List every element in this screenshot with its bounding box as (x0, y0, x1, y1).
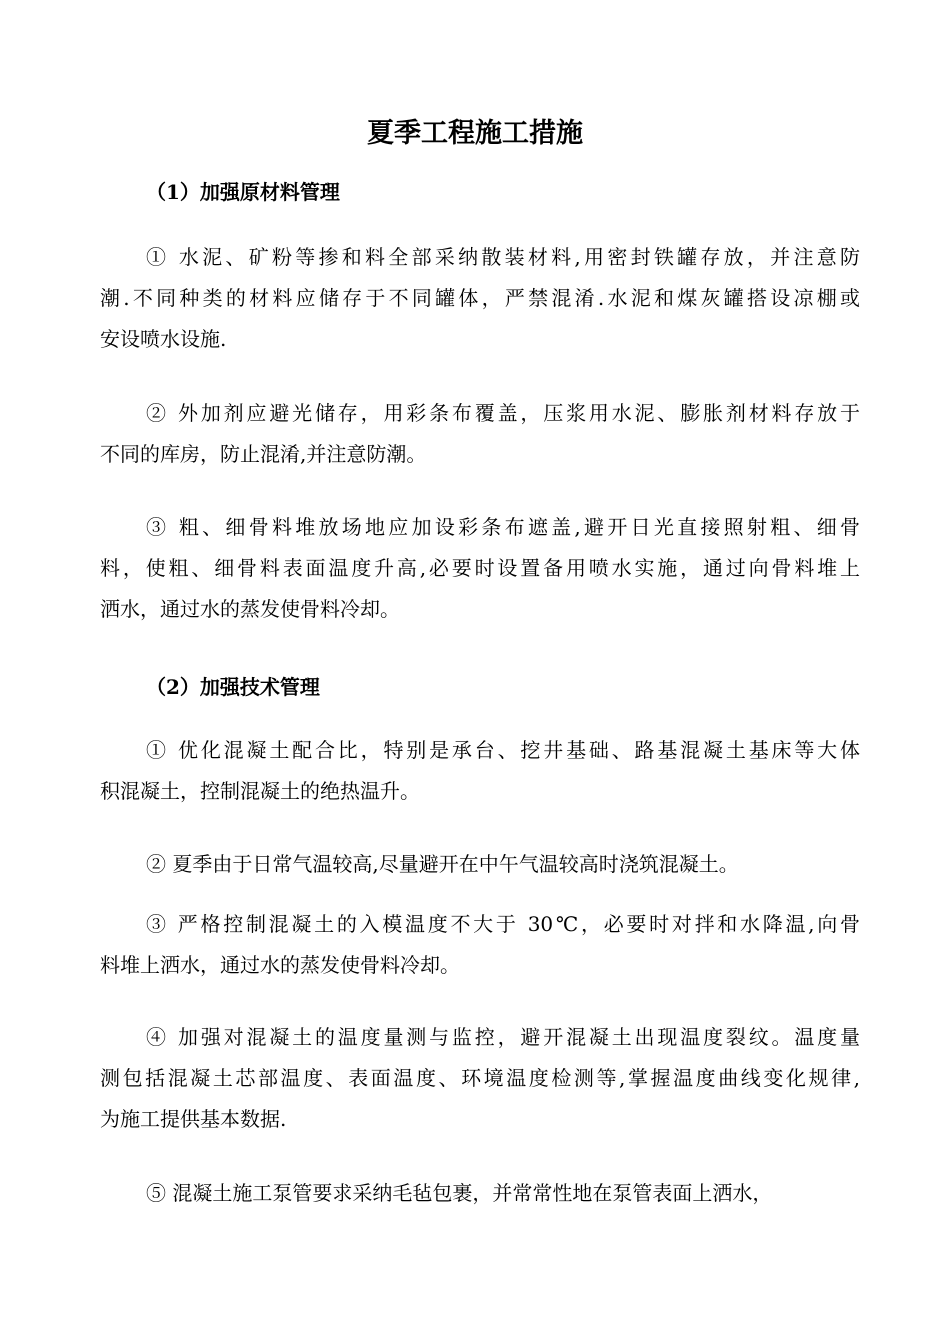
section-heading-2: （2）加强技术管理 (146, 675, 320, 699)
document-title: 夏季工程施工措施 (367, 118, 583, 149)
text-line: 料，使粗、细骨料表面温度升高,必要时设置备用喷水实施，通过向骨料堆上 (100, 556, 860, 580)
text-line: 料堆上洒水，通过水的蒸发使骨料冷却。 (100, 953, 460, 977)
text-line: ① 优化混凝土配合比，特别是承台、挖井基础、路基混凝土基床等大体 (146, 738, 860, 762)
paragraph-2-3 (100, 904, 860, 986)
text-line: 洒水，通过水的蒸发使骨料冷却。 (100, 597, 400, 621)
text-line: 测包括混凝土芯部温度、表面温度、环境温度检测等,掌握温度曲线变化规律, (100, 1066, 860, 1090)
text-line: ③ 严格控制混凝土的入模温度不大于 30℃，必要时对拌和水降温,向骨 (146, 912, 860, 936)
section-heading-1: （1）加强原材料管理 (146, 180, 340, 204)
text-line: ⑤ 混凝土施工泵管要求采纳毛毡包裹，并常常性地在泵管表面上洒水， (146, 1181, 773, 1205)
text-line: ③ 粗、细骨料堆放场地应加设彩条布遮盖,避开日光直接照射粗、细骨 (146, 515, 860, 539)
paragraph-2-2 (100, 844, 860, 885)
paragraph-2-1 (100, 730, 860, 812)
text-line: 为施工提供基本数据. (100, 1107, 287, 1131)
paragraph-1-2 (100, 393, 860, 475)
paragraph-1-3 (100, 507, 860, 630)
text-line: ② 外加剂应避光储存，用彩条布覆盖，压浆用水泥、膨胀剂材料存放于 (146, 401, 860, 425)
text-line: 积混凝土，控制混凝土的绝热温升。 (100, 779, 420, 803)
text-line: ② 夏季由于日常气温较高,尽量避开在中午气温较高时浇筑混凝土。 (146, 852, 739, 876)
text-line: ④ 加强对混凝土的温度量测与监控，避开混凝土出现温度裂纹。温度量 (146, 1025, 860, 1049)
paragraph-1-1 (100, 237, 860, 360)
text-line: 潮.不同种类的材料应储存于不同罐体，严禁混淆.水泥和煤灰罐搭设凉棚或 (100, 286, 860, 310)
text-line: 不同的库房，防止混淆,并注意防潮。 (100, 442, 427, 466)
paragraph-2-5 (100, 1173, 860, 1214)
text-line: ① 水泥、矿粉等掺和料全部采纳散装材料,用密封铁罐存放，并注意防 (146, 245, 860, 269)
text-line: 安设喷水设施. (100, 327, 227, 351)
paragraph-2-4 (100, 1017, 860, 1140)
